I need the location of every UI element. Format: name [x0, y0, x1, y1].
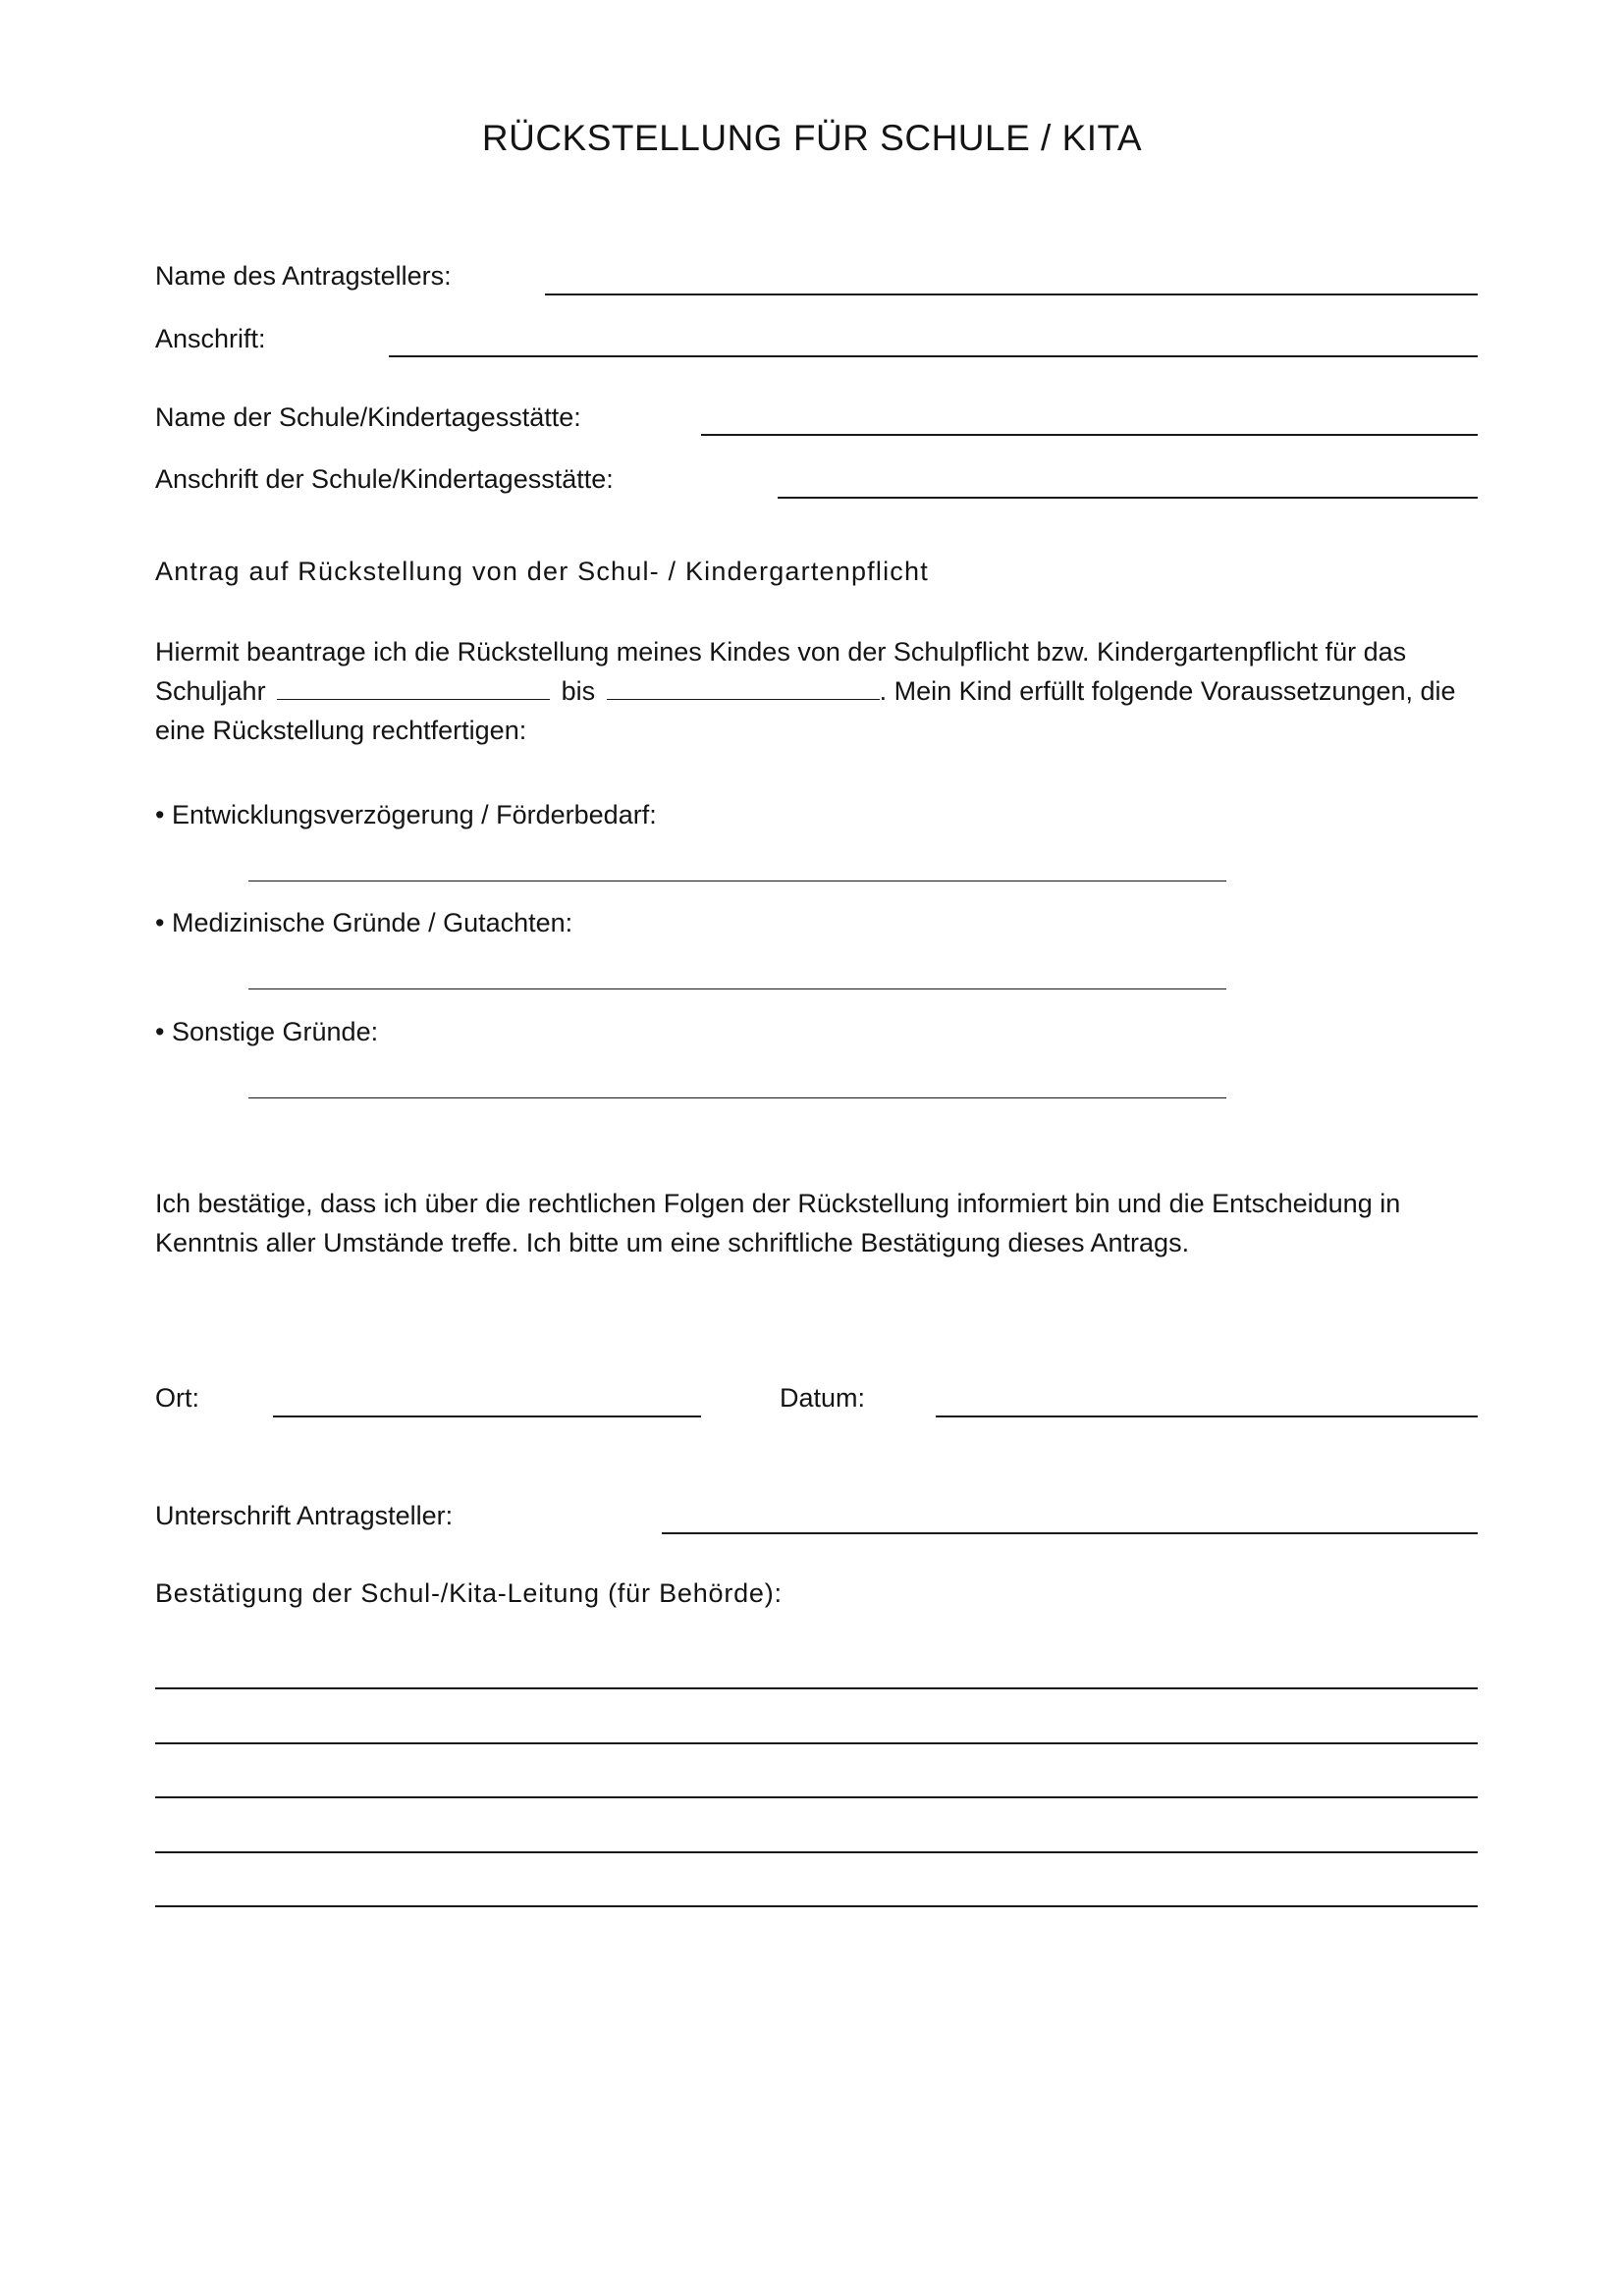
authority-line-2[interactable] — [155, 1742, 1478, 1744]
confirmation-paragraph: Ich bestätige, dass ich über die rechtlichen Folgen der Rückstellung informiert bin und die Entscheidung in Kenntnis aller Umstände treffe. Ich bitte um eine schriftliche Bestätigung dieses Antrags. — [155, 1189, 1401, 1257]
authority-label: Bestätigung der Schul-/Kita-Leitung (für Behörde): — [155, 1578, 783, 1608]
request-text-bis: bis — [561, 676, 596, 706]
reason-other-label: • Sonstige Gründe: — [155, 1017, 379, 1046]
address-field[interactable] — [389, 355, 1478, 357]
reason-medical-label: • Medizinische Gründe / Gutachten: — [155, 908, 573, 937]
authority-line-4[interactable] — [155, 1851, 1478, 1853]
request-text-end: . Mein Kind erfüllt folgende Voraussetzungen, die eine Rückstellung rechtfertigen: — [155, 676, 1456, 745]
request-paragraph — [155, 632, 1481, 750]
date-field[interactable] — [936, 1415, 1478, 1417]
authority-line-1[interactable] — [155, 1687, 1478, 1689]
school-name-field[interactable] — [701, 434, 1478, 436]
school-year-to-field[interactable] — [607, 671, 880, 700]
authority-line-5[interactable] — [155, 1905, 1478, 1907]
request-subheading: Antrag auf Rückstellung von der Schul- / Kindergartenpflicht — [155, 557, 929, 586]
authority-line-3[interactable] — [155, 1796, 1478, 1798]
school-address-field[interactable] — [778, 497, 1478, 499]
school-address-label: Anschrift der Schule/Kindertagesstätte: — [155, 464, 614, 494]
address-label: Anschrift: — [155, 324, 266, 353]
reason-development-label: • Entwicklungsverzögerung / Förderbedarf: — [155, 800, 657, 829]
signature-field[interactable] — [662, 1532, 1478, 1534]
reason-other-field[interactable] — [248, 1097, 1226, 1098]
signature-label: Unterschrift Antragsteller: — [155, 1501, 454, 1530]
applicant-name-label: Name des Antragstellers: — [155, 261, 452, 291]
applicant-name-field[interactable] — [545, 294, 1478, 295]
school-year-from-field[interactable] — [277, 671, 550, 700]
place-field[interactable] — [273, 1415, 701, 1417]
place-label: Ort: — [155, 1383, 199, 1413]
date-label: Datum: — [780, 1383, 866, 1413]
form-title: RÜCKSTELLUNG FÜR SCHULE / KITA — [481, 118, 1143, 158]
request-text-start: Hiermit beantrage ich die Rückstellung meines Kindes von der Schulpflicht bzw. Kindergartenpflicht für das Schuljahr — [155, 637, 1407, 706]
school-name-label: Name der Schule/Kindertagesstätte: — [155, 402, 581, 432]
reason-medical-field[interactable] — [248, 988, 1226, 989]
